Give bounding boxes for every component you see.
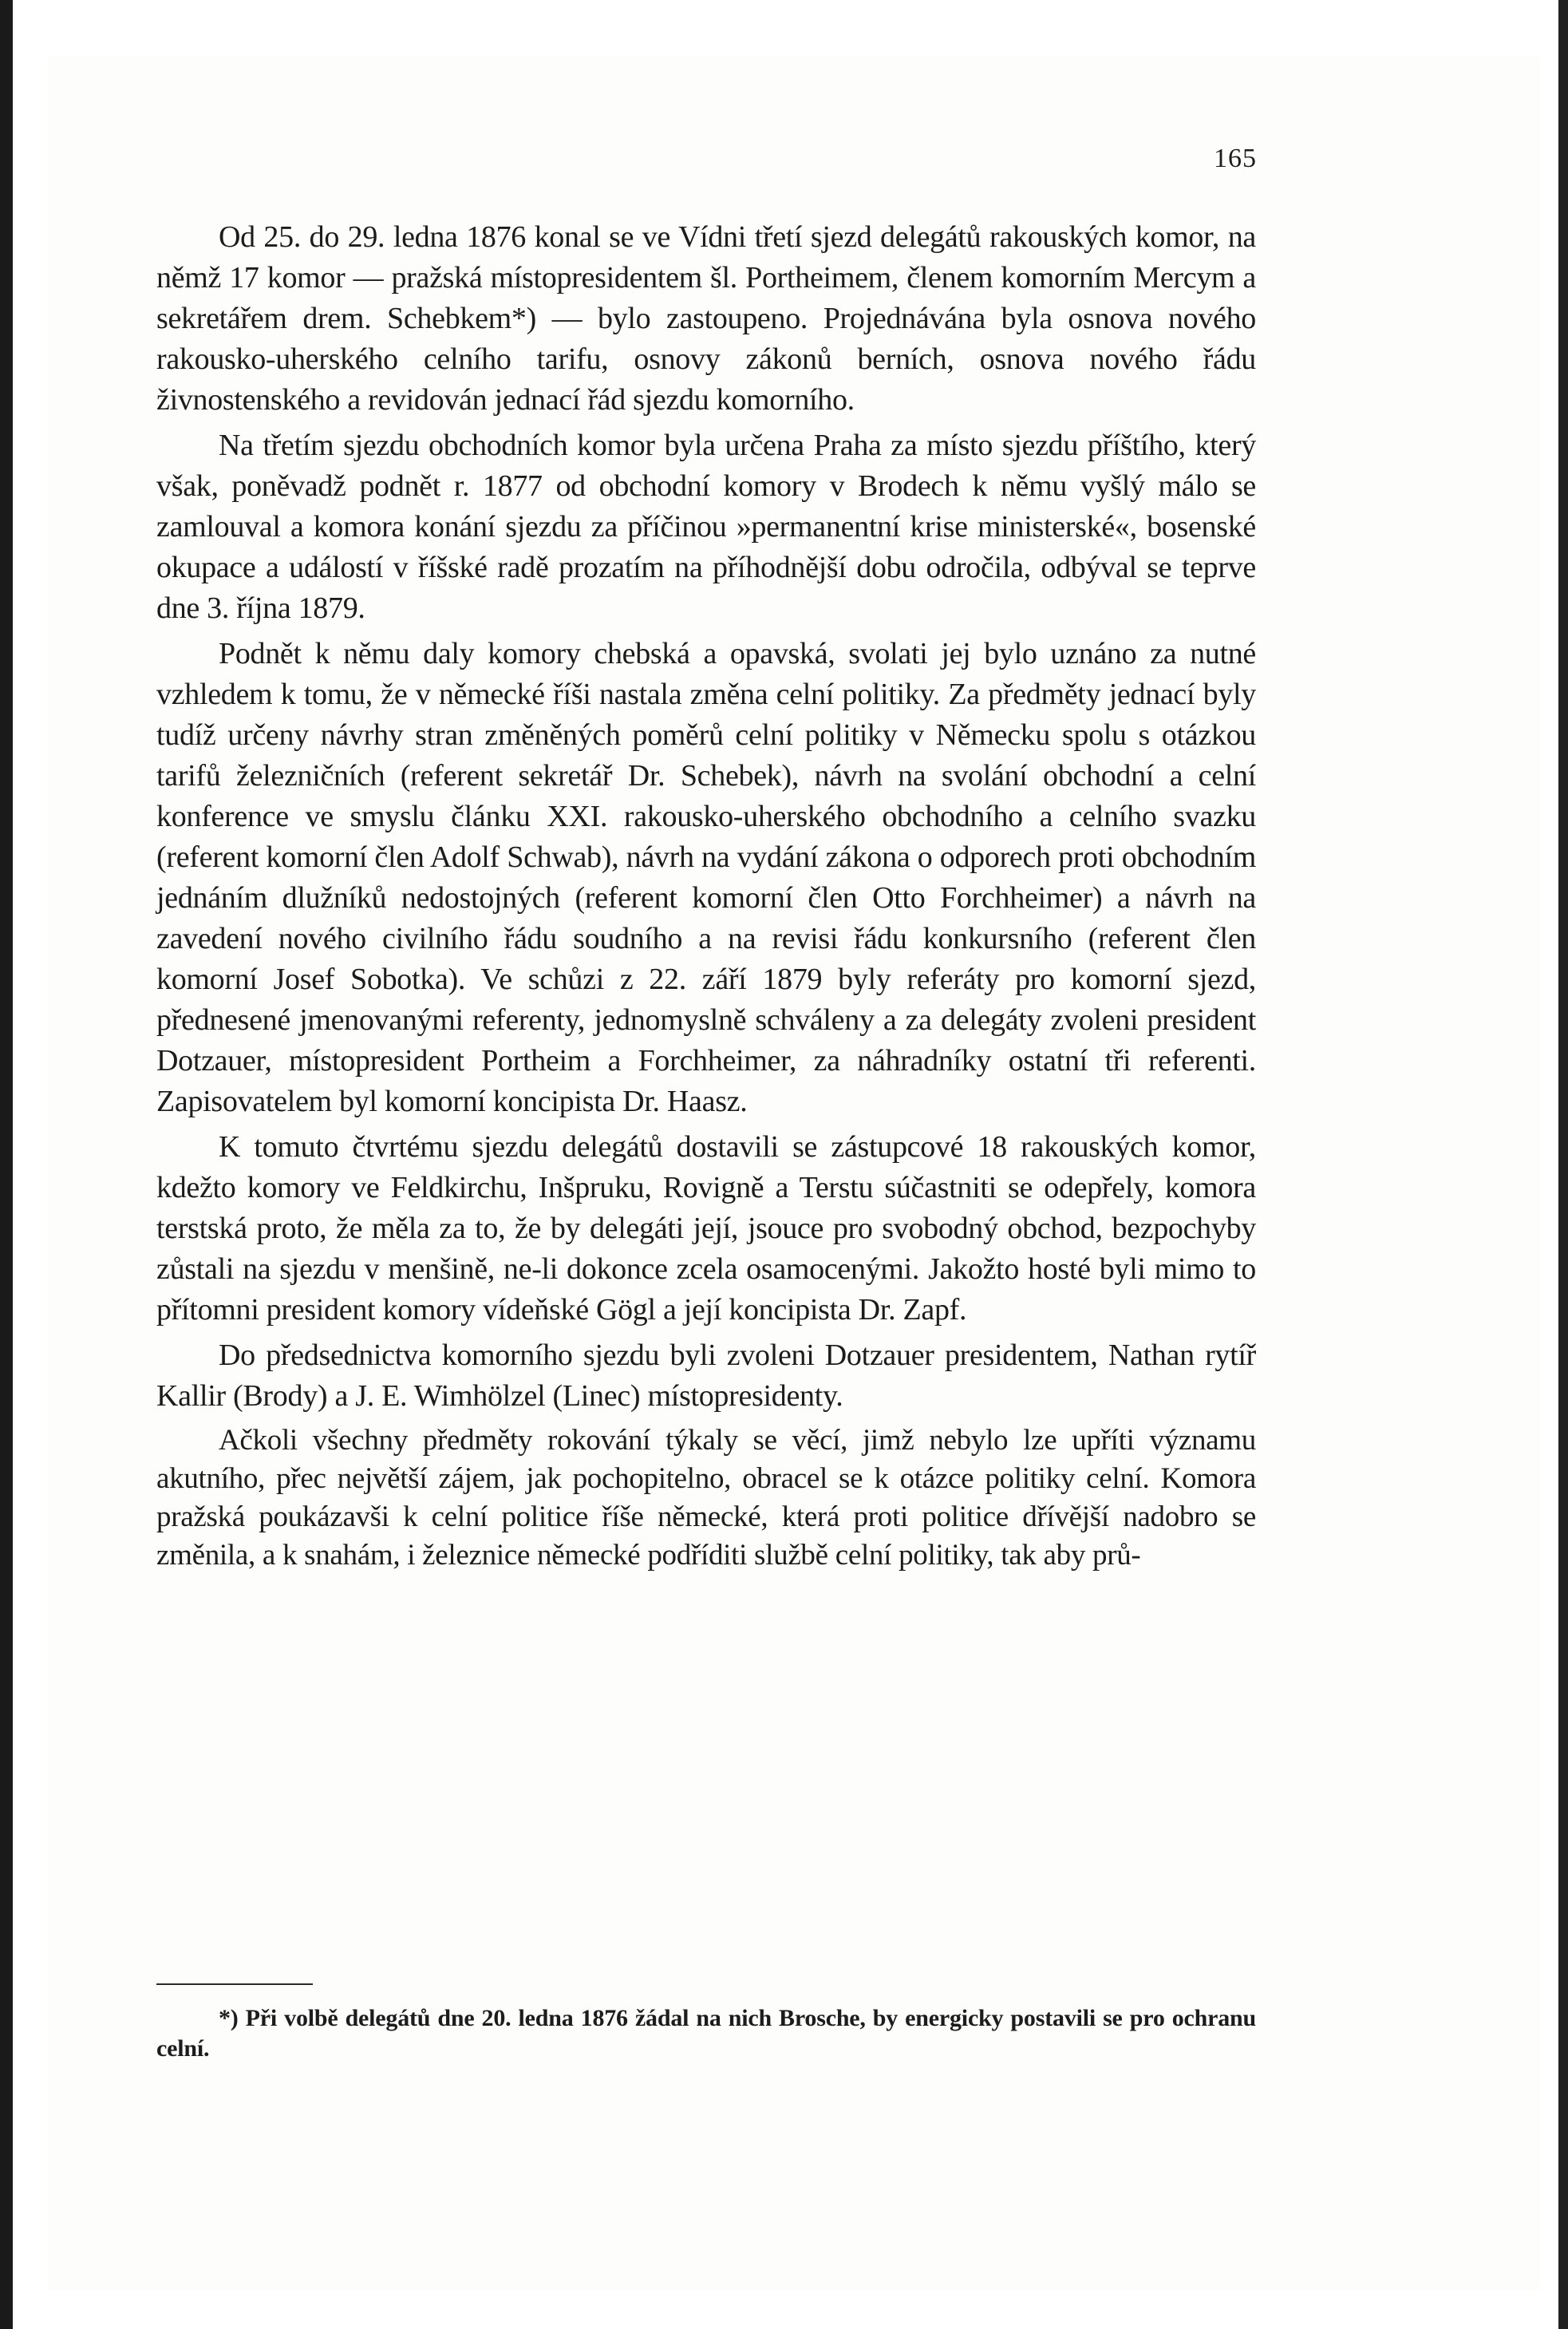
paragraph: Podnět k němu daly komory chebská a opavská, svolati jej bylo uznáno za nutné vzhledem k tomu, že v německé říši nastala změna celní politiky. Za předměty jednací byly tudíž určeny návrhy stran změněných poměrů celní politiky v Německu spolu s otázkou tarifů železničních (referent sekretář Dr. Schebek), návrh na svolání obchodní a celní konference ve smyslu článku XXI. rakousko-uherského obchodního a celního svazku (referent komorní člen Adolf Schwab), návrh na vydání zákona o odporech proti obchodním jednáním dlužníků nedostojných (referent komorní člen Otto Forchheimer) a návrh na zavedení nového civilního řádu soudního a na revisi řádu konkursního (referent člen komorní Josef Sobotka). Ve schůzi z 22. září 1879 byly referáty pro komorní sjezd, přednesené jmenovanými referenty, jednomyslně schváleny a za delegáty zvoleni president Dotzauer, místopresident Portheim a Forchheimer, za náhradníky ostatní tři referenti. Zapisovatelem byl komorní koncipista Dr. Haasz. (156, 637, 1256, 1118)
paragraph: K tomuto čtvrtému sjezdu delegátů dostavili se zástupcové 18 rakouských komor, kdežto komory ve Feldkirchu, Inšpruku, Rovigně a Terstu súčastniti se odepřely, komora terstská proto, že měla za to, že by delegáti její, jsouce pro svobodný obchod, bezpochyby zůstali na sjezdu v menšině, ne-li dokonce zcela osamocenými. Jakožto hosté byli mimo to přítomni president komory vídeňské Gögl a její koncipista Dr. Zapf. (156, 1130, 1256, 1327)
footnote: *) Při volbě delegátů dne 20. ledna 1876 žádal na nich Brosche, by energicky postavili se pro ochranu celní. (156, 2005, 1256, 2062)
scan-border-left (0, 0, 13, 2329)
paragraph: Od 25. do 29. ledna 1876 konal se ve Vídni třetí sjezd delegátů rakouských komor, na němž 17 komor — pražská místopresidentem šl. Portheimem, členem komorním Mercym a sekretářem drem. Schebkem*) — bylo zastoupeno. Projednávána byla osnova nového rakousko-uherského celního tarifu, osnovy zákonů berních, osnova nového řádu živnostenského a revidován jednací řád sjezdu komorního. (156, 220, 1256, 417)
body-text (156, 217, 1256, 1580)
paragraph: Na třetím sjezdu obchodních komor byla určena Praha za místo sjezdu příštího, který však, poněvadž podnět r. 1877 od obchodní komory v Brodech k němu vyšlý málo se zamlouval a komora konání sjezdu za příčinou »permanentní krise ministerské«, bosenské okupace a událostí v říšské radě prozatím na příhodnější dobu odročila, odbýval se teprve dne 3. října 1879. (156, 429, 1256, 625)
footnote-divider (156, 1983, 313, 1985)
paragraph: Ačkoli všechny předměty rokování týkaly se věcí, jimž nebylo lze upříti významu akutního, přec největší zájem, jak pochopitelno, obracel se k otázce politiky celní. Komora pražská poukázavši k celní politice říše německé, která proti politice dřívější nadobro se změnila, a k snahám, i železnice německé podříditi službě celní politiky, tak aby prů- (156, 1424, 1256, 1572)
scan-border-right (1558, 0, 1568, 2329)
paragraph: Do předsednictva komorního sjezdu byli zvoleni Dotzauer presidentem, Nathan rytíř Kallir (Brody) a J. E. Wimhölzel (Linec) místopresidenty. (156, 1338, 1256, 1413)
page-number: 165 (1214, 144, 1257, 173)
